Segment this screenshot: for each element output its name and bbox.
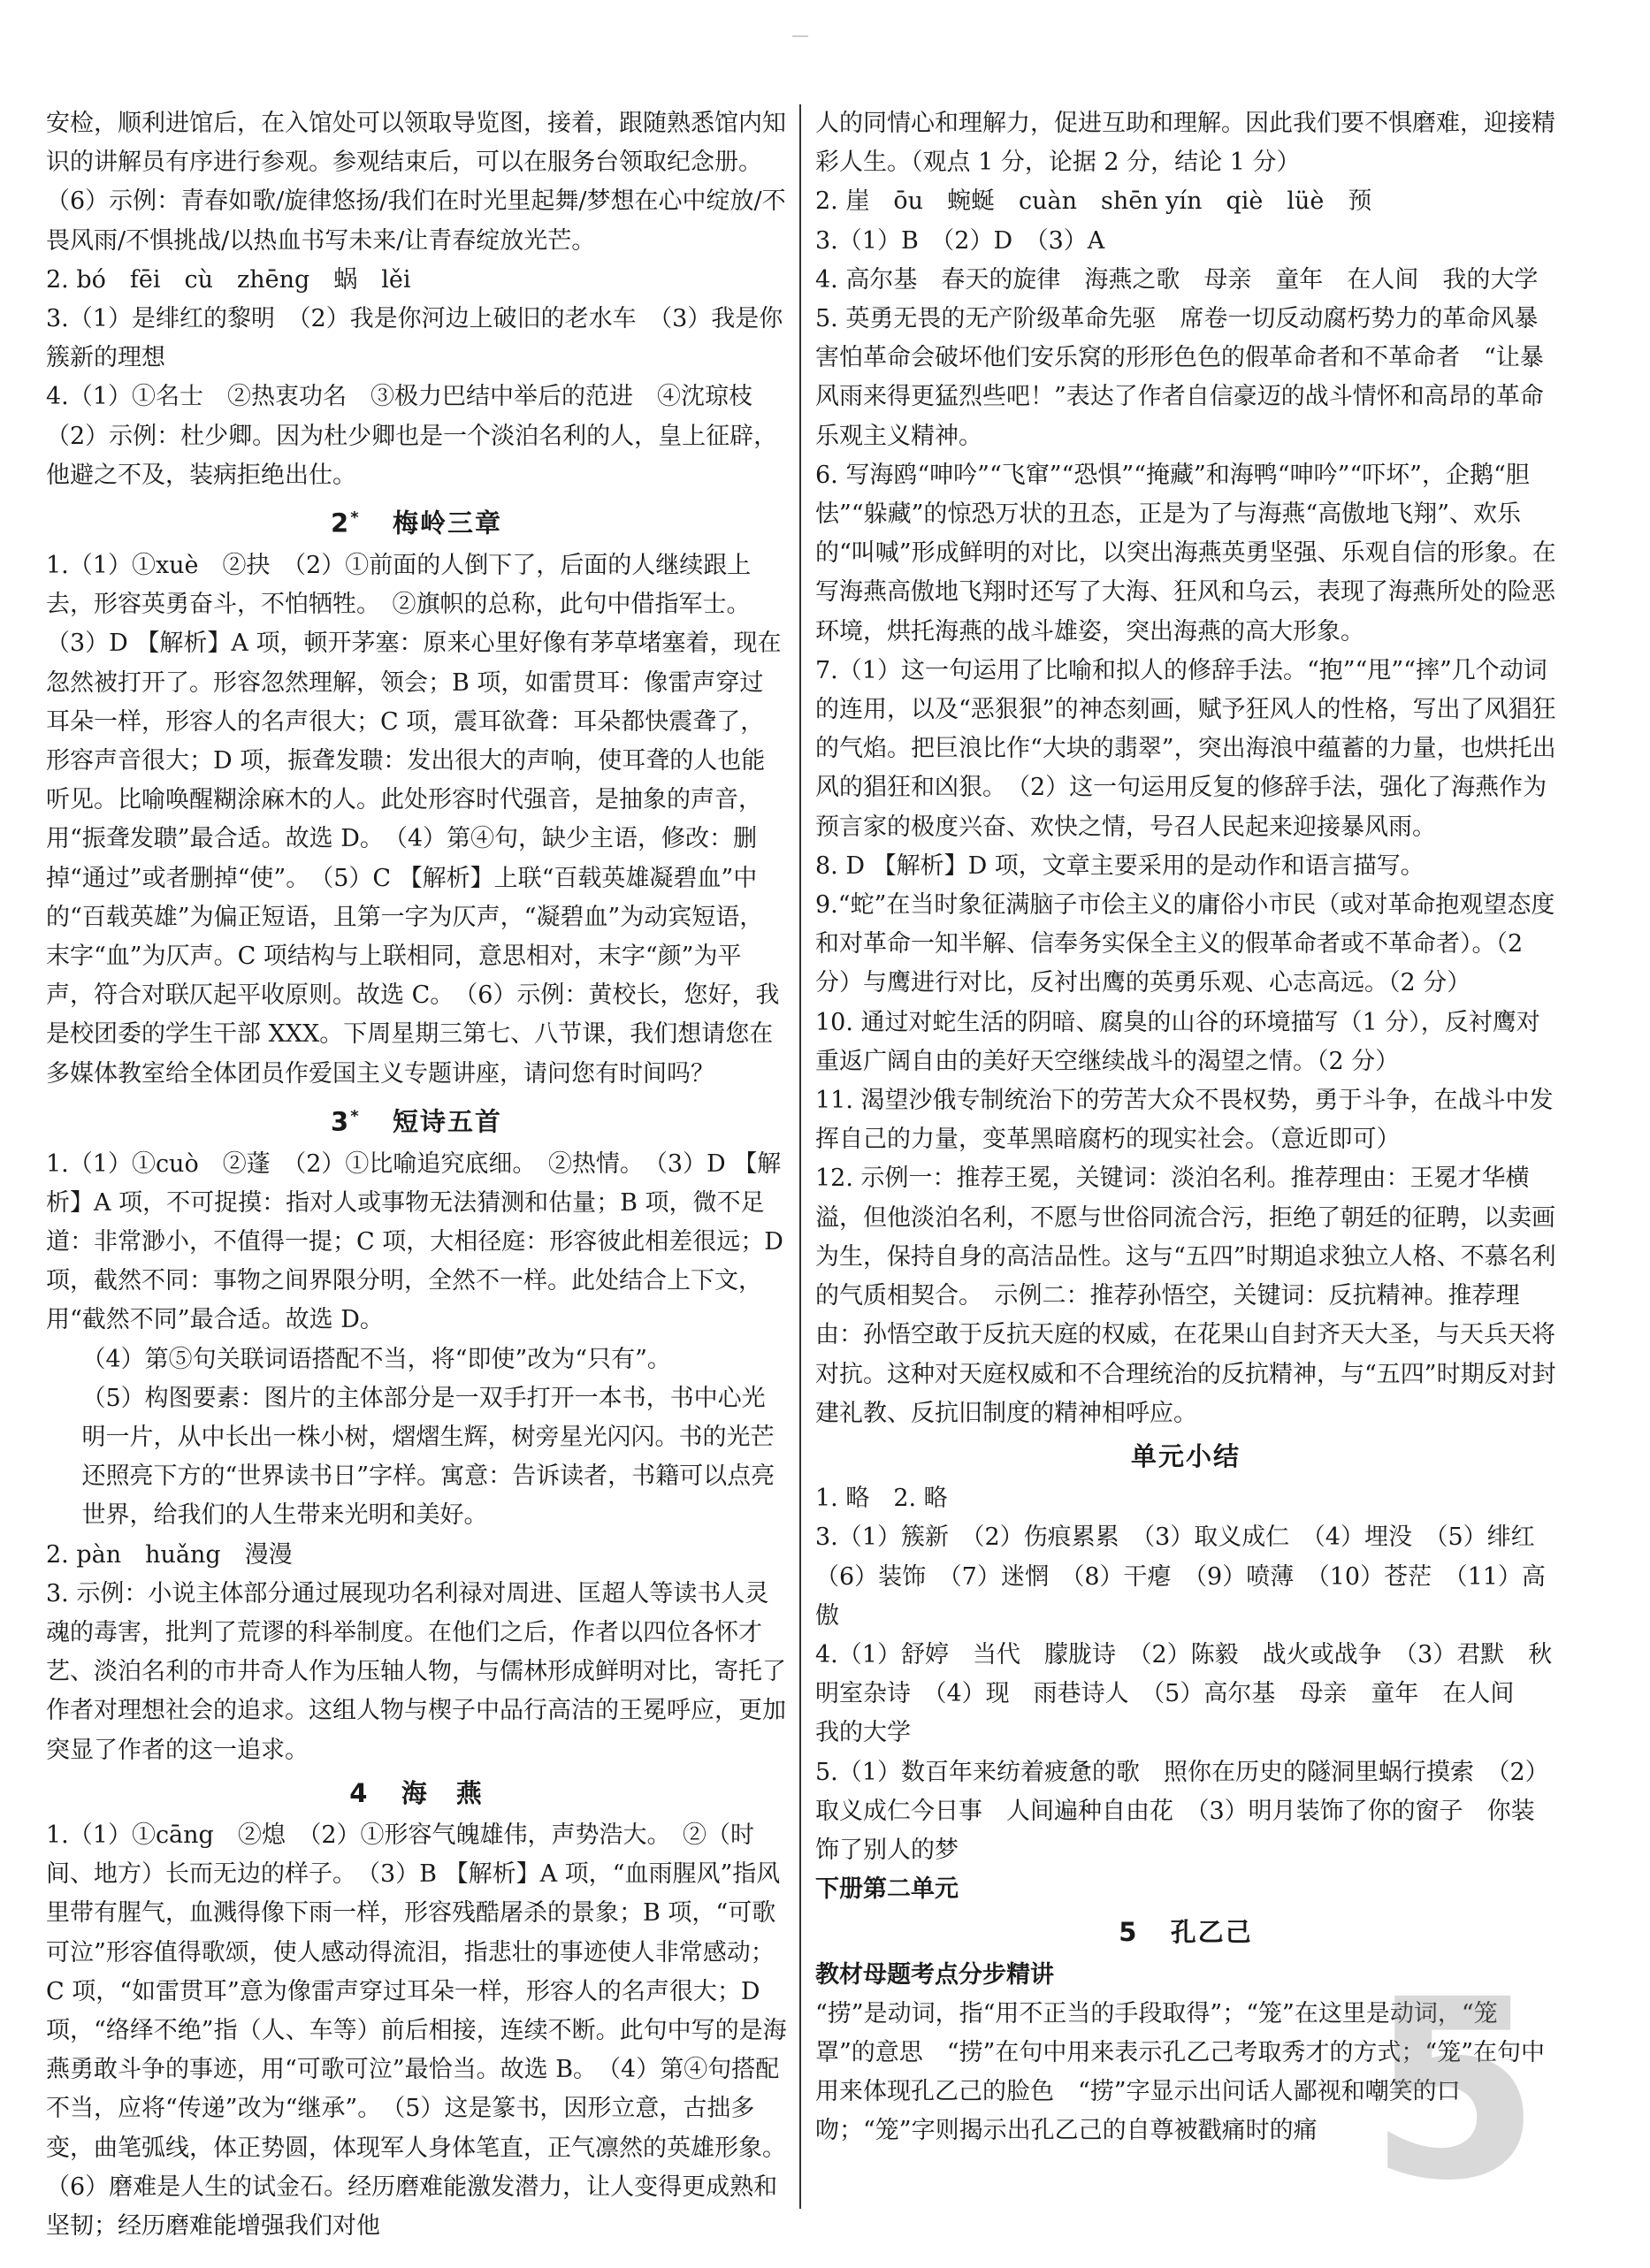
answer-item: （5）构图要素：图片的主体部分是一双手打开一本书，书中心光明一片，从中长出一株小树，熠熠生辉，树旁星光闪闪。书的光芒还照亮下方的“世界读书日”字样。寓意：告诉读者，书籍可以点亮世界，给我们的人生带来光明和美好。 [81,1384,775,1530]
answer-item: 1.（1）①xuè ②抉 （2）①前面的人倒下了，后面的人继续跟上去，形容英勇奋斗，不怕牺牲。 ②旗帜的总称，此句中借指军士。 （3）D 【解析】A 项，顿开茅塞：原来心里好像有茅草堵塞着，现在忽然被打开了。形容忽然理解，领会；B 项，如雷贯耳：像雷声穿过耳朵一样，形容人的名声很大；C 项，震耳欲聋：耳朵都快震聋了，形容声音很大；D 项，振聋发聩：发出很大的声响，使耳聋的人也能听见。比喻唤醒糊涂麻木的人。此处形容时代强音，是抽象的声音，用“振聋发聩”最合适。故选 D。 （4）第④句，缺少主语，修改：删掉“通过”或者删掉“使”。 （5）C 【解析】上联“百载英雄凝碧血”中的“百载英雄”为偏正短语，且第一字为仄声，“凝碧血”为动宾短语，末字“血”为仄声。C 项结构与上联相同，意思相对，末字“颜”为平声，符合对联仄起平收原则。故选 C。 （6）示例：黄校长，您好，我是校团委的学生干部 XXX。下周星期三第七、八节课，我们想请您在多媒体教室给全体团员作爱国主义专题讲座，请问您有时间吗？ [46,551,782,1088]
top-crop-mark [792,35,808,37]
answer-item: 10. 通过对蛇生活的阴暗、腐臭的山谷的环境描写（1 分），反衬鹰对重返广阔自由的美好天空继续战斗的渴望之情。（2 分） [815,1008,1540,1075]
answer-item: 7.（1）这一句运用了比喻和拟人的修辞手法。“抱”“甩”“摔”几个动词的连用，以及“恶狠狠”的神态刻画，赋予狂风人的性格，写出了风猖狂的气焰。把巨浪比作“大块的翡翠”，突出海浪中蕴蓄的力量，也烘托出风的猖狂和凶狠。 （2）这一句运用反复的修辞手法，强化了海燕作为预言家的极度兴奋、欢快之情，号召人民起来迎接暴风雨。 [815,656,1556,841]
unit-header: 下册第二单元 [815,1875,959,1904]
answer-item: 4.（1）①名士 ②热衷功名 ③极力巴结中举后的范进 ④沈琼枝 （2）示例：杜少卿。因为杜少卿也是一个淡泊名利的人，皇上征辟，他避之不及，装病拒绝出仕。 [46,383,778,489]
section-title-5 [815,1913,1556,1951]
right-column [815,104,1562,2151]
section-title-2 [46,499,787,543]
answer-item: 4. 高尔基 春天的旋律 海燕之歌 母亲 童年 在人间 我的大学 [815,265,1539,294]
unit-summary-title: 单元小结 [1130,1440,1241,1471]
intro-continued: 安检，顺利进馆后，在入馆处可以领取导览图，接着，跟随熟悉馆内知识的讲解员有序进行参观。参观结束后，可以在服务台领取纪念册。（6）示例：青春如歌/旋律悠扬/我们在时光里起舞/梦想在心中绽放/不畏风雨/不惧挑战/以热血书写未来/让青春绽放光芒。 [46,110,786,255]
answer-item: 9.“蛇”在当时象征满脑子市侩主义的庸俗小市民（或对革命抱观望态度和对革命一知半解、信奉务实保全主义的假革命者或不革命者）。（2 分）与鹰进行对比，反衬出鹰的英勇乐观、心志高远。（2 分） [815,891,1555,997]
answer-item: 3. 示例：小说主体部分通过展现功名利禄对周进、匡超人等读书人灵魂的毒害，批判了荒谬的科举制度。在他们之后，作者以四位各怀才艺、淡泊名利的市井奇人作为压轴人物，与儒林形成鲜明对比，寄托了作者对理想社会的追求。这组人物与楔子中品行高洁的王冕呼应，更加突显了作者的这一追求。 [46,1579,786,1764]
answer-item: 5. 英勇无畏的无产阶级革命先驱 席卷一切反动腐朽势力的革命风暴 害怕革命会破坏他们安乐窝的形形色色的假革命者和不革命者 “让暴风雨来得更猛烈些吧！”表达了作者自信豪迈的战斗情怀和高昂的革命乐观主义精神。 [815,305,1562,450]
answer-item: 12. 示例一：推荐王冕，关键词：淡泊名利。推荐理由：王冕才华横溢，但他淡泊名利，不愿与世俗同流合污，拒绝了朝廷的征聘，以卖画为生，保持自身的高洁品性。这与“五四”时期追求独立人格、不慕名利的气质相契合。 示例二：推荐孙悟空，关键词：反抗精神。推荐理由：孙悟空敢于反抗天庭的权威，在花果山自封齐天大圣，与天兵天将对抗。这种对天庭权威和不合理统治的反抗精神，与“五四”时期反对封建礼教、反抗旧制度的精神相呼应。 [815,1165,1556,1427]
section-number: 5 [1119,1917,1139,1948]
section-star: * [350,508,361,528]
answer-item: 1.（1）①cuò ②蓬 （2）①比喻追究底细。 ②热情。 （3）D 【解析】A 项，不可捉摸：指对人或事物无法猜测和估量；B 项，微不足道：非常渺小，不值得一提；C 项，大相径庭：形容彼此相差很远；D 项，截然不同：事物之间界限分明，全然不一样。此处结合上下文，用“截然不同”最合适。故选 D。 [46,1149,783,1334]
answer-item: “捞”是动词，指“用不正当的手段取得”；“笼”在这里是动词，“笼罩”的意思 “捞”在句中用来表示孔乙己考取秀才的方式；“笼”在句中用来体现孔乙己的脸色 “捞”字显示出问话人鄙视和嘲笑的口吻；“笼”字则揭示出孔乙己的自尊被戳痛时的痛 [815,1999,1546,2145]
answer-item: 2. 崖 ōu 蜿蜒 cuàn shēn yín qiè lüè 预 [815,187,1372,216]
section-title-3 [46,1097,787,1142]
section-name: 梅岭三章 [392,508,502,538]
answer-item: （4）第⑤句关联词语搭配不当，将“即使”改为“只有”。 [81,1345,671,1373]
summary-item: 1. 略 2. 略 [815,1485,948,1513]
summary-item: 3.（1）簇新 （2）伤痕累累 （3）取义成仁 （4）埋没 （5）绯红 （6）装饰 （7）迷惘 （8）干瘪 （9）喷薄 （10）苍茫 （11）高傲 [815,1523,1559,1630]
answer-continued: 人的同情心和理解力，促进互助和理解。因此我们要不惧磨难，迎接精彩人生。（观点 1 分，论据 2 分，结论 1 分） [815,110,1555,177]
section-number: 3 [331,1106,351,1137]
summary-item: 4.（1）舒婷 当代 朦胧诗 （2）陈毅 战火或战争 （3）君默 秋明室杂诗 （4）现 雨巷诗人 （5）高尔基 母亲 童年 在人间 我的大学 [815,1640,1553,1747]
section-number: 4 [349,1777,370,1808]
section-name: 海 燕 [401,1777,484,1808]
answer-item: 6. 写海鸥“呻吟”“飞窜”“恐惧”“掩藏”和海鸭“呻吟”“吓坏”，企鹅“胆怯”“躲藏”的惊恐万状的丑态，正是为了与海燕“高傲地飞翔”、欢乐的“叫喊”形成鲜明的对比，以突出海燕英勇坚强、乐观自信的形象。在写海燕高傲地飞翔时还写了大海、狂风和乌云，表现了海燕所处的险恶环境，烘托海燕的战斗雄姿，突出海燕的高大形象。 [815,461,1556,645]
section-name: 孔乙己 [1170,1917,1253,1948]
summary-item: 5.（1）数百年来纺着疲惫的歌 照你在历史的隧洞里蜗行摸索 （2）取义成仁今日事 人间遍种自由花 （3）明月装饰了你的窗子 你装饰了别人的梦 [815,1758,1549,1864]
answer-item: 3.（1）B （2）D （3）A [815,226,1105,255]
section-star: * [350,1106,361,1126]
column-divider [799,104,801,2209]
page-number-watermark: 5 [1368,1947,1541,2235]
answer-item: 2. pàn huǎng 漫漫 [46,1540,293,1569]
section-name: 短诗五首 [392,1106,502,1137]
answer-item: 2. bó fēi cù zhēng 蜗 lěi [46,265,411,294]
subsection-title: 教材母题考点分步精讲 [815,1960,1054,1989]
section-title-4 [46,1774,787,1813]
left-column [46,104,798,2246]
answer-item: 11. 渴望沙俄专制统治下的劳苦大众不畏权势，勇于斗争，在战斗中发挥自己的力量，变革黑暗腐朽的现实社会。（意近即可） [815,1087,1554,1154]
answer-item: 1.（1）①cāng ②熄 （2）①形容气魄雄伟，声势浩大。 ②（时间、地方）长而无边的样子。 （3）B 【解析】A 项，“血雨腥风”指风里带有腥气，血溅得像下雨一样，形容残酷屠杀的景象；B 项，“可歌可泣”形容值得歌颂，使人感动得流泪，指悲壮的事迹使人非常感动；C 项，“如雷贯耳”意为像雷声穿过耳朵一样，形容人的名声很大；D 项，“络绎不绝”指（人、车等）前后相接，连续不断。此句中写的是海燕勇敢斗争的事迹，用“可歌可泣”最恰当。故选 B。 （4）第④句搭配不当，应将“传递”改为“继承”。 （5）这是篆书，因形立意，古拙多变，曲笔弧线，体正势圆，体现军人身体笔直，正气凛然的英雄形象。 （6）磨难是人生的试金石。经历磨难能激发潜力，让人变得更成熟和坚韧；经历磨难能增强我们对他 [46,1821,798,2241]
answer-item: 3.（1）是绯红的黎明 （2）我是你河边上破旧的老水车 （3）我是你簇新的理想 [46,305,783,372]
answer-item: 8. D 【解析】D 项，文章主要采用的是动作和语言描写。 [815,851,1425,880]
section-number: 2 [331,508,351,538]
